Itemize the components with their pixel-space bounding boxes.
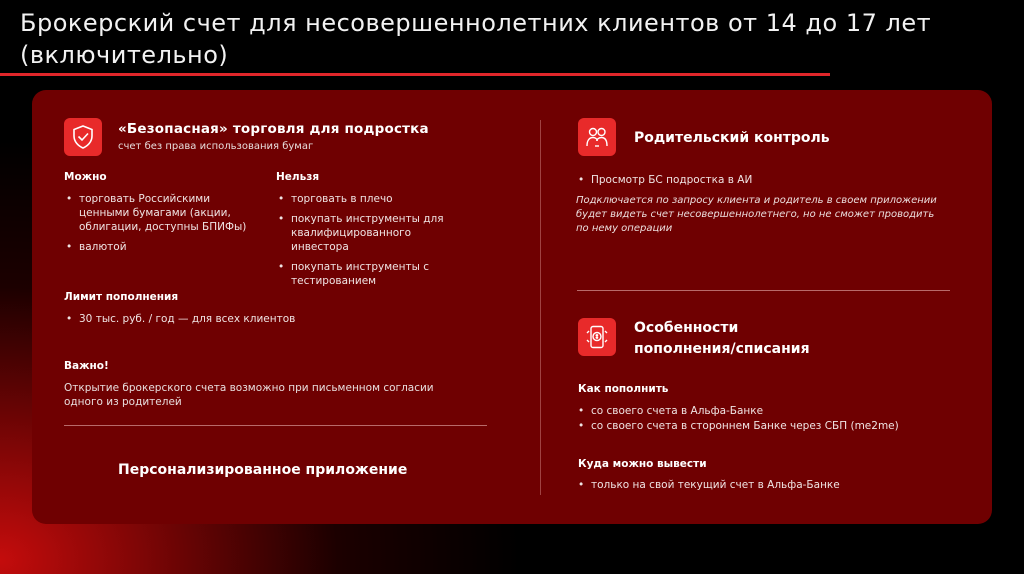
withdraw-label: Куда можно вывести xyxy=(578,458,707,470)
title-underline xyxy=(0,73,830,76)
parental-note: Подключается по запросу клиента и родитель в своем приложении будет видеть счет несовершеннолетнего, но не сможет проводить по нему операции xyxy=(576,195,937,234)
safe-trading-subtitle: счет без права использования бумаг xyxy=(118,141,314,152)
list-item: • 30 тыс. руб. / год — для всех клиентов xyxy=(64,312,464,326)
important-text: Открытие брокерского счета возможно при письменном согласии одного из родителей xyxy=(64,382,434,408)
withdraw-list xyxy=(576,478,956,498)
safe-trading-title: «Безопасная» торговля для подростка xyxy=(118,121,429,137)
page-title: Брокерский счет для несовершеннолетних клиентов от 14 до 17 лет (включительно) xyxy=(20,9,932,69)
shield-check-icon xyxy=(64,118,102,156)
how-to-fund-list xyxy=(576,404,956,439)
funding-title-line1: Особенности xyxy=(634,320,739,336)
parental-list xyxy=(576,173,936,193)
parental-control-title: Родительский контроль xyxy=(634,130,830,146)
cannot-label: Нельзя xyxy=(276,171,320,183)
right-divider xyxy=(577,290,950,291)
phone-money-icon xyxy=(578,318,616,356)
list-item: • валютой xyxy=(64,240,254,254)
list-item: • торговать Российскими ценными бумагами (акции, облигации, доступны БПИФы) xyxy=(64,192,254,234)
funding-title xyxy=(634,318,810,360)
list-item: • только на свой текущий счет в Альфа-Банке xyxy=(576,478,956,492)
important-label: Важно! xyxy=(64,360,109,372)
can-label: Можно xyxy=(64,171,107,183)
can-list xyxy=(64,192,254,260)
info-card xyxy=(32,90,992,524)
list-item: • со своего счета в стороннем Банке через СБП (me2me) xyxy=(576,419,956,433)
list-item: • со своего счета в Альфа-Банке xyxy=(576,404,956,418)
list-item: • торговать в плечо xyxy=(276,192,456,206)
funding-title-line2: пополнения/списания xyxy=(634,341,810,357)
how-to-fund-label: Как пополнить xyxy=(578,383,669,395)
parents-icon xyxy=(578,118,616,156)
left-divider xyxy=(64,425,487,426)
limit-list xyxy=(64,312,464,332)
list-item: • покупать инструменты для квалифицированного инвестора xyxy=(276,212,456,254)
list-item: • покупать инструменты с тестированием xyxy=(276,260,456,288)
app-title: Персонализированное приложение xyxy=(118,462,408,478)
limit-label: Лимит пополнения xyxy=(64,291,179,303)
list-item: • Просмотр БС подростка в АИ xyxy=(576,173,936,187)
cannot-list xyxy=(276,192,456,294)
vertical-divider xyxy=(540,120,541,495)
